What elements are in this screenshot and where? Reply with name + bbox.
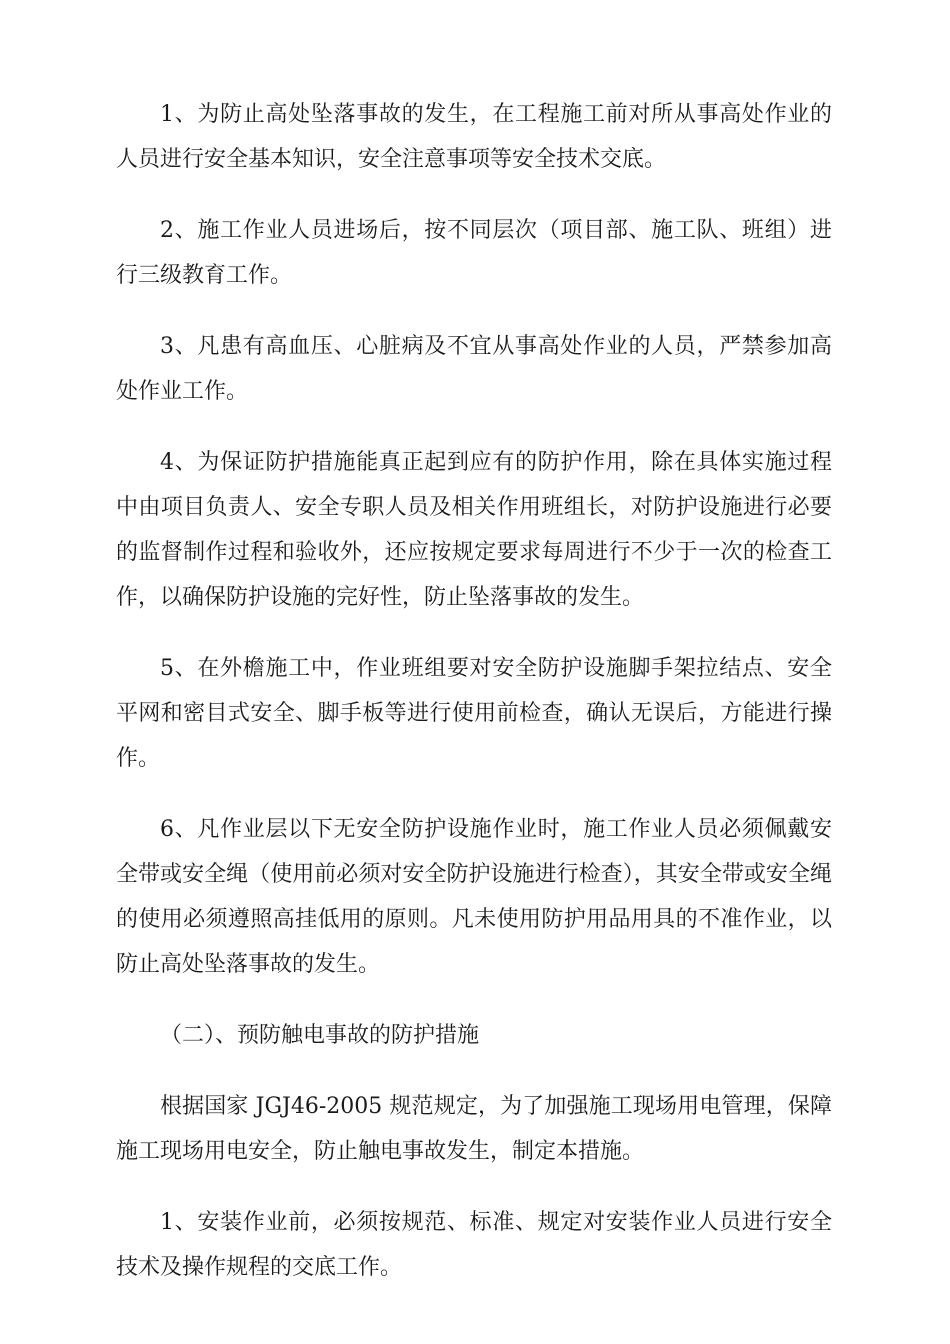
paragraph-installation-briefing: 1、安装作业前，必须按规范、标准、规定对安装作业人员进行安全技术及操作规程的交底工作。: [116, 1210, 832, 1280]
paragraph-three-level-education: 2、施工作业人员进场后，按不同层次（项目部、施工队、班组）进行三级教育工作。: [116, 218, 832, 288]
section-heading-electric-shock: （二）、预防触电事故的防护措施: [160, 1023, 480, 1048]
paragraph-fall-prevention-briefing: 1、为防止高处坠落事故的发生，在工程施工前对所从事高处作业的人员进行安全基本知识，安全注意事项等安全技术交底。: [116, 102, 832, 172]
paragraph-exterior-check: 5、在外檐施工中，作业班组要对安全防护设施脚手架拉结点、安全平网和密目式安全、脚手板等进行使用前检查，确认无误后，方能进行操作。: [116, 656, 832, 771]
paragraph-safety-belt: 6、凡作业层以下无安全防护设施作业时，施工作业人员必须佩戴安全带或安全绳（使用前必须对安全防护设施进行检查），其安全带或安全绳的使用必须遵照高挂低用的原则。凡未使用防护用品用具的不准作业，以防止高处坠落事故的发生。: [116, 817, 832, 977]
document-body: [116, 92, 832, 1316]
paragraph-health-restriction: 3、凡患有高血压、心脏病及不宜从事高处作业的人员，严禁参加高处作业工作。: [116, 334, 832, 404]
paragraph-regulation-basis: 根据国家 JGJ46-2005 规范规定，为了加强施工现场用电管理，保障施工现场用电安全，防止触电事故发生，制定本措施。: [116, 1094, 832, 1164]
paragraph-inspection: 4、为保证防护措施能真正起到应有的防护作用，除在具体实施过程中由项目负责人、安全专职人员及相关作用班组长，对防护设施进行必要的监督制作过程和验收外，还应按规定要求每周进行不少于一次的检查工作，以确保防护设施的完好性，防止坠落事故的发生。: [116, 450, 832, 610]
